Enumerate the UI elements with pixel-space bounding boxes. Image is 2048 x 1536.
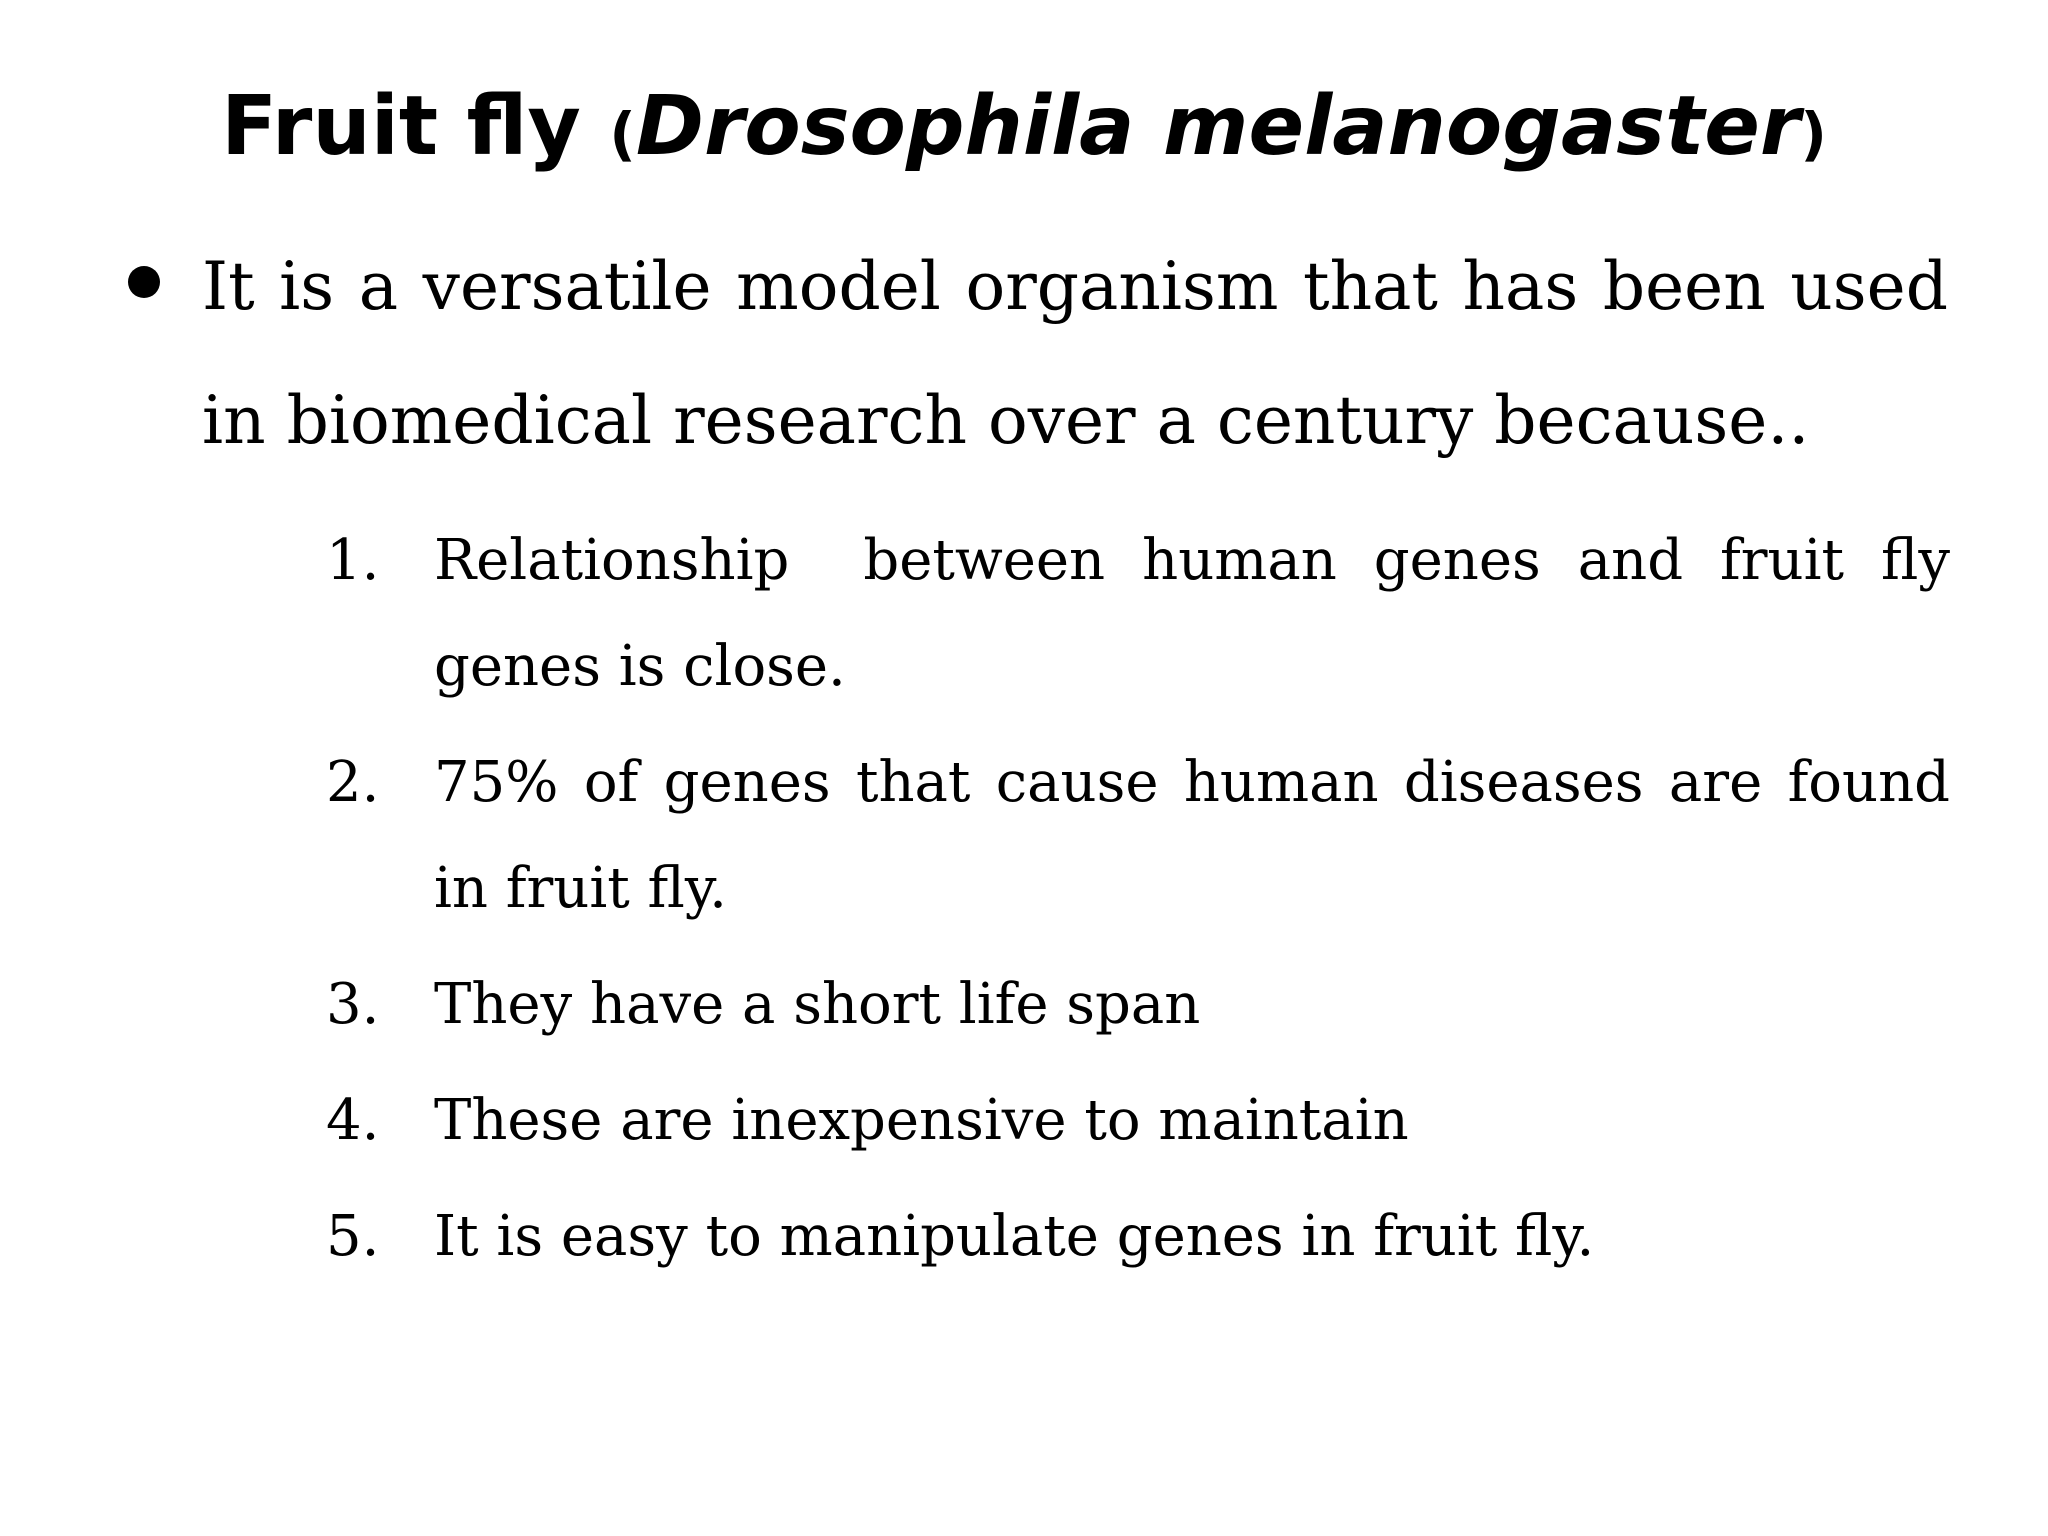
title-main: Fruit fly bbox=[221, 79, 610, 174]
list-item-text: Relationship between human genes and fruit fly genes is close. bbox=[434, 528, 1968, 699]
list-item bbox=[326, 508, 1968, 720]
slide-title bbox=[0, 72, 2048, 189]
list-item-text: 75% of genes that cause human diseases are found in fruit fly. bbox=[434, 750, 1950, 921]
list-item bbox=[326, 1068, 1950, 1174]
list-item-text: These are inexpensive to maintain bbox=[434, 1088, 1409, 1153]
main-bullet-text: It is a versatile model organism that has been used in biomedical research over a century because.. bbox=[202, 248, 1948, 459]
list-item-number: 2. bbox=[326, 750, 380, 815]
title-open-paren: ( bbox=[609, 100, 636, 168]
title-close-paren: ) bbox=[1800, 100, 1827, 168]
list-item-number: 4. bbox=[326, 1088, 380, 1153]
list-item bbox=[326, 1184, 1950, 1290]
list-item-text: They have a short life span bbox=[434, 972, 1201, 1037]
title-species-name: Drosophila melanogaster bbox=[635, 79, 1801, 174]
list-item-text: It is easy to manipulate genes in fruit fly. bbox=[434, 1204, 1595, 1269]
list-item bbox=[326, 730, 1950, 942]
bullet-dot-icon bbox=[128, 266, 160, 298]
reasons-list bbox=[326, 508, 1968, 1300]
list-item bbox=[326, 952, 1950, 1058]
list-item-number: 3. bbox=[326, 972, 380, 1037]
list-item-number: 5. bbox=[326, 1204, 380, 1269]
list-item-number: 1. bbox=[326, 528, 380, 593]
